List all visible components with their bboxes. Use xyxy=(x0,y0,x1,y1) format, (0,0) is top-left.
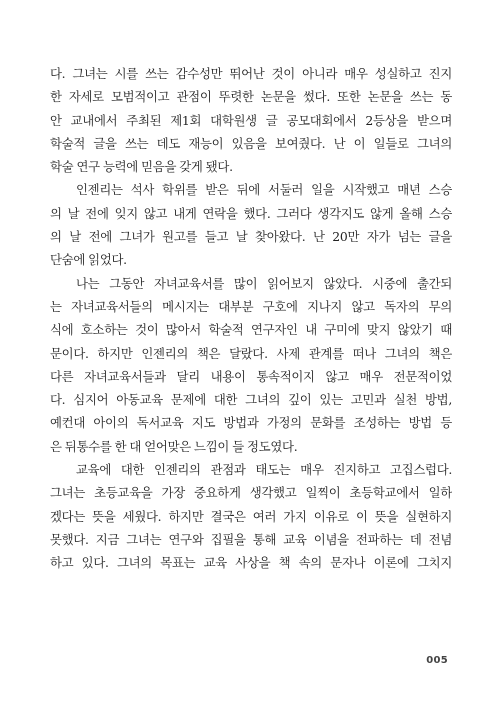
text-line: 식에 호소하는 것이 많아서 학술적 연구자인 내 구미에 맞지 않았기 때 xyxy=(50,322,452,338)
text-line: 문이다. 하지만 인젠리의 책은 달랐다. 사제 관계를 떠나 그녀의 책은 xyxy=(50,345,452,361)
text-line: 의 날 전에 그녀가 원고를 들고 날 찾아왔다. 난 20만 자가 넘는 글을 xyxy=(50,229,452,245)
text-line: 교육에 대한 인젠리의 관점과 태도는 매우 진지하고 고집스럽다. xyxy=(76,462,452,478)
text-line: 학술적 글을 쓰는 데도 재능이 있음을 보여줬다. 난 이 일들로 그녀의 xyxy=(50,135,452,151)
text-line: 하고 있다. 그녀의 목표는 교육 사상을 책 속의 문자나 이론에 그치지 xyxy=(50,555,452,571)
text-line: 안 교내에서 주최된 제1회 대학원생 글 공모대회에서 2등상을 받으며 xyxy=(50,112,452,128)
text-line: 예컨대 아이의 독서교육 지도 방법과 가정의 문화를 조성하는 방법 등 xyxy=(50,415,452,431)
text-line: 겠다는 뜻을 세웠다. 하지만 결국은 여러 가지 이유로 이 뜻을 실현하지 xyxy=(50,508,452,524)
text-line: 한 자세로 모범적이고 관점이 뚜렷한 논문을 썼다. 또한 논문을 쓰는 동 xyxy=(50,89,452,105)
text-line: 그녀는 초등교육을 가장 중요하게 생각했고 일찍이 초등학교에서 일하 xyxy=(50,485,452,501)
body-text xyxy=(50,62,452,575)
text-line: 은 뒤통수를 한 대 얻어맞은 느낌이 들 정도였다. xyxy=(50,438,298,454)
text-line: 다른 자녀교육서들과 달리 내용이 통속적이지 않고 매우 전문적이었 xyxy=(50,368,452,384)
text-line: 학술 연구 능력에 믿음을 갖게 됐다. xyxy=(50,159,233,175)
text-line: 나는 그동안 자녀교육서를 많이 읽어보지 않았다. 시중에 출간되 xyxy=(76,275,452,291)
text-line: 다. 심지어 아동교육 문제에 대한 그녀의 깊이 있는 고민과 실천 방법, xyxy=(50,392,452,408)
page-number: 005 xyxy=(426,655,448,666)
text-line: 인젠리는 석사 학위를 받은 뒤에 서둘러 일을 시작했고 매년 스승 xyxy=(76,182,452,198)
text-line: 단숨에 읽었다. xyxy=(50,252,127,268)
text-line: 는 자녀교육서들의 메시지는 대부분 구호에 지나지 않고 독자의 무의 xyxy=(50,298,452,314)
text-line: 못했다. 지금 그녀는 연구와 집필을 통해 교육 이념을 전파하는 데 전념 xyxy=(50,531,452,547)
text-line: 다. 그녀는 시를 쓰는 감수성만 뛰어난 것이 아니라 매우 성실하고 진지 xyxy=(50,66,452,81)
text-line: 의 날 전에 잊지 않고 내게 연락을 했다. 그러다 생각지도 않게 올해 스승 xyxy=(50,205,452,221)
